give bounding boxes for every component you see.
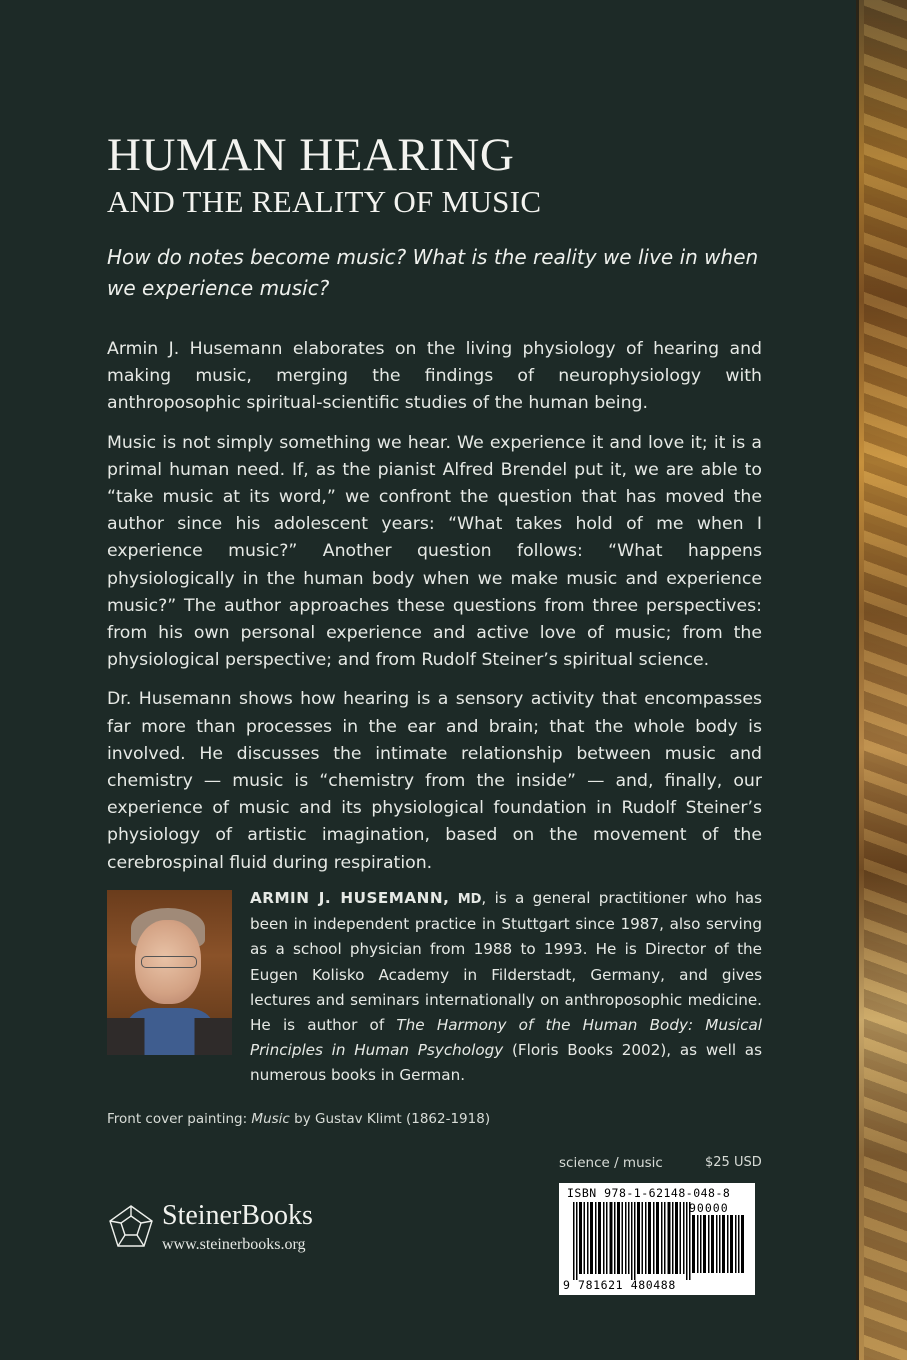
bio-text-end: (Floris Books 2002), as well as numerous books in German.: [250, 1041, 762, 1085]
book-title: HUMAN HEARING: [107, 129, 515, 181]
publisher-url: www.steinerbooks.org: [162, 1236, 306, 1253]
description-paragraph: Dr. Husemann shows how hearing is a sensory activity that encompasses far more than processes in the ear and brain; that the whole body is involved. He discusses the intimate relationship between music and chemistry — music is “chemistry from the inside” — and, finally, our experience of music and its physiological foundation in Rudolf Steiner’s physiology of artistic imagination, based on the movement of the cerebrospinal fluid during respiration.: [107, 689, 762, 873]
description-paragraph: Music is not simply something we hear. We experience it and love it; it is a primal human need. If, as the pianist Alfred Brendel put it, we are able to “take music at its word,” we confront the question that has moved the author since his adolescent years: “What takes hold of me when I experience music?” Another question follows: “What happens physiologically in the human body when we make music and experience music?” The author approaches these questions from three perspectives: from his own personal experience and active love of music; from the physiological perspective; and from Rudolf Steiner’s spiritual science.: [107, 432, 762, 671]
author-photo: [107, 890, 232, 1055]
description-paragraph: Armin J. Husemann elaborates on the living physiology of hearing and making music, merging the findings of neurophysiology with anthroposophic spiritual-scientific studies of the human being.: [107, 339, 762, 414]
credit-work: Music: [251, 1111, 290, 1127]
cover-credit: [107, 1111, 490, 1127]
front-cover-edge-painting: [856, 0, 907, 1360]
author-name: ARMIN J. HUSEMANN,: [250, 889, 450, 907]
barcode-bars: [573, 1202, 693, 1280]
credit-suffix: by Gustav Klimt (1862-1918): [289, 1111, 491, 1127]
isbn-text: ISBN 978-1-62148-048-8: [567, 1186, 731, 1200]
price-barcode-bars: [689, 1215, 747, 1273]
tagline: How do notes become music? What is the reality we live in when we experience music?: [107, 245, 759, 300]
book-subtitle: AND THE REALITY OF MUSIC: [107, 184, 542, 219]
author-credential: MD: [457, 892, 482, 907]
credit-prefix: Front cover painting:: [107, 1111, 252, 1127]
description: [107, 336, 762, 889]
bio-book-title: The Harmony of the Human Body: Musical Principles in Human Psychology: [250, 1016, 762, 1060]
publisher-name: SteinerBooks: [162, 1200, 313, 1231]
ean-number: 9 781621 480488: [563, 1278, 676, 1292]
dodecahedron-logo-icon: [107, 1204, 155, 1252]
barcode: [559, 1183, 755, 1295]
price-code: 90000: [689, 1201, 729, 1215]
price-label: $25 USD: [705, 1155, 762, 1170]
bio-text: , is a general practitioner who has been in independent practice in Stuttgart since 1987, also serving as a school physician from 1988 to 1993. He is Director of the Eugen Kolisko Academy in Filderstadt, Germany, and gives lectures and seminars internationally on anthroposophic medicine. He is author of: [250, 889, 762, 1035]
author-bio: [250, 886, 762, 1089]
category-label: science / music: [559, 1155, 663, 1171]
